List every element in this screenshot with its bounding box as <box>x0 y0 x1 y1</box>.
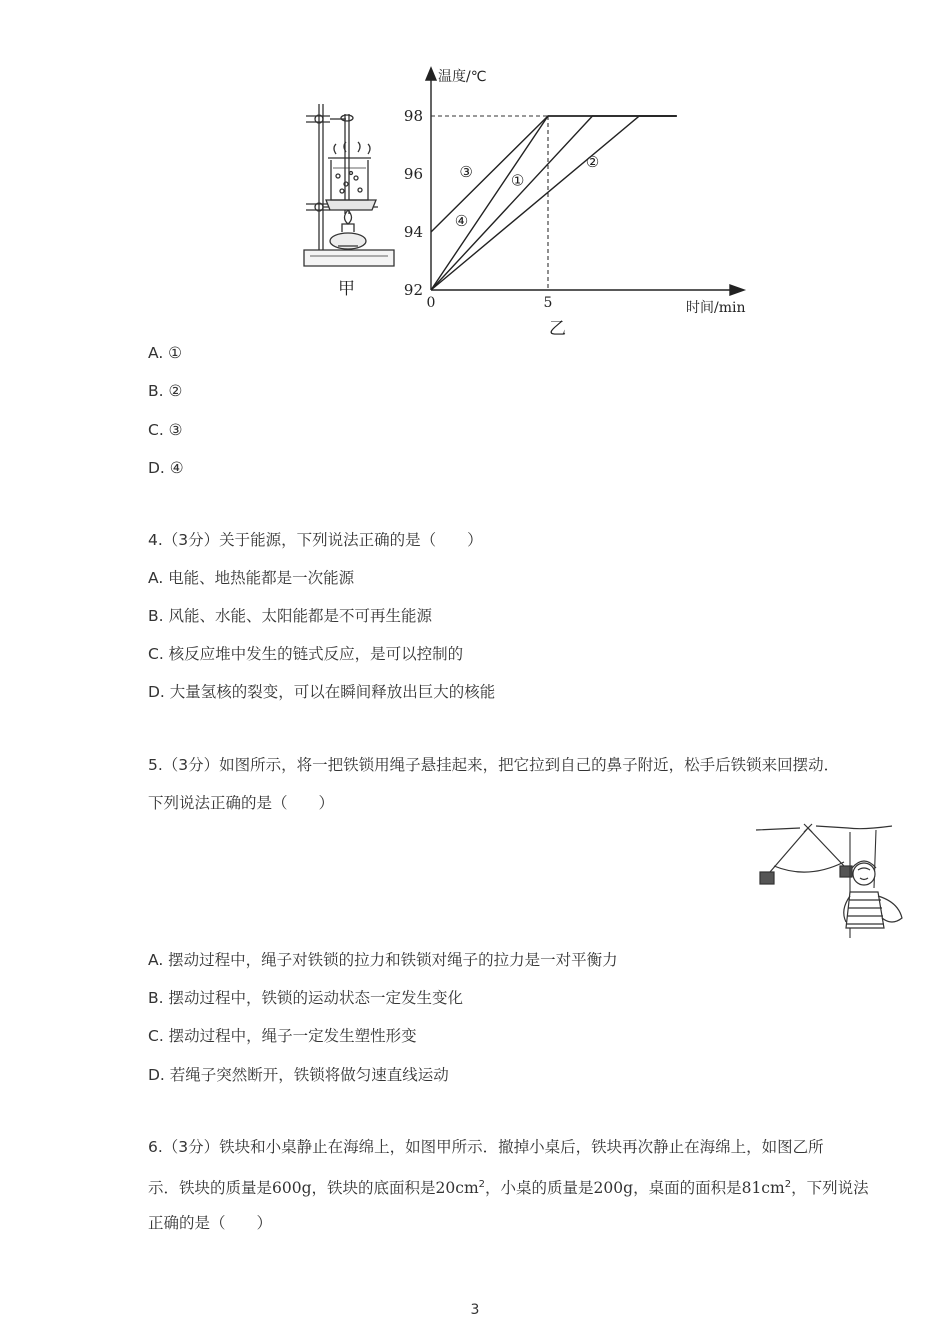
x-tick-5: 5 <box>543 295 553 311</box>
q6-mass-table: 200g <box>593 1179 634 1198</box>
q4-stem: 4.（3分）关于能源，下列说法正确的是（ ） <box>148 531 483 549</box>
y-axis-arrow <box>426 68 436 80</box>
series-label-1: ① <box>510 171 525 190</box>
series-line-1 <box>431 116 677 290</box>
q6-text-c: ，小桌的质量是 <box>485 1179 594 1198</box>
y-tick-94: 94 <box>403 223 423 241</box>
q4-option-d[interactable]: D. 大量氢核的裂变，可以在瞬间释放出巨大的核能 <box>148 683 496 701</box>
q6-stem-line1: 6.（3分）铁块和小桌静止在海绵上，如图甲所示．撤掉小桌后，铁块再次静止在海绵上，如图乙所 <box>148 1138 824 1156</box>
q6-text-d: ，桌面的面积是 <box>633 1179 742 1198</box>
q4-option-c[interactable]: C. 核反应堆中发生的链式反应，是可以控制的 <box>148 645 464 663</box>
apparatus-figure <box>298 96 403 302</box>
q5-option-c[interactable]: C. 摆动过程中，绳子一定发生塑性形变 <box>148 1027 417 1045</box>
q3-option-c[interactable]: C. ③ <box>148 421 183 439</box>
page-number: 3 <box>470 1302 480 1318</box>
temperature-chart <box>400 60 760 340</box>
q3-option-a[interactable]: A. ① <box>148 344 183 362</box>
pendulum-drawing <box>752 818 912 942</box>
q6-stem-line3: 正确的是（ ） <box>148 1214 273 1232</box>
q3-option-b[interactable]: B. ② <box>148 382 183 400</box>
apparatus-caption: 甲 <box>338 279 355 299</box>
q5-stem-line2: 下列说法正确的是（ ） <box>148 794 335 812</box>
series-label-2: ② <box>585 152 600 171</box>
q4-option-a[interactable]: A. 电能、地热能都是一次能源 <box>148 569 355 587</box>
y-tick-92: 92 <box>403 281 423 299</box>
q6-area-iron: 20cm <box>435 1179 479 1198</box>
q5-option-a[interactable]: A. 摆动过程中，绳子对铁锁的拉力和铁锁对绳子的拉力是一对平衡力 <box>148 951 618 969</box>
apparatus-drawing <box>298 96 403 302</box>
q6-area-table: 81cm <box>741 1179 785 1198</box>
q6-text-b: ，铁块的底面积是 <box>311 1179 436 1198</box>
series-line-4 <box>431 116 677 290</box>
q6-area-iron-sup: 2 <box>478 1179 486 1190</box>
q6-stem-line2 <box>148 1175 869 1198</box>
q5-option-d[interactable]: D. 若绳子突然断开，铁锁将做匀速直线运动 <box>148 1066 449 1084</box>
q6-mass-iron: 600g <box>272 1179 312 1198</box>
y-axis-label: 温度/℃ <box>438 69 487 85</box>
q4-option-b[interactable]: B. 风能、水能、太阳能都是不可再生能源 <box>148 607 432 625</box>
series-label-3: ③ <box>459 162 473 181</box>
y-tick-96: 96 <box>403 165 423 183</box>
x-tick-0: 0 <box>426 295 436 311</box>
y-tick-98: 98 <box>403 107 423 125</box>
pendulum-illustration <box>752 818 912 942</box>
q6-text-e: ，下列说法 <box>791 1179 869 1198</box>
q6-text-a: 示．铁块的质量是 <box>148 1179 273 1198</box>
series-line-2 <box>431 116 677 290</box>
chart-caption: 乙 <box>549 319 566 339</box>
series-label-4: ④ <box>454 212 469 231</box>
x-axis-label: 时间/min <box>686 300 746 316</box>
q5-option-b[interactable]: B. 摆动过程中，铁锁的运动状态一定发生变化 <box>148 989 463 1007</box>
q6-area-table-sup: 2 <box>784 1179 792 1190</box>
q3-option-d[interactable]: D. ④ <box>148 459 184 477</box>
q5-stem-line1: 5.（3分）如图所示，将一把铁锁用绳子悬挂起来，把它拉到自己的鼻子附近，松手后铁锁来回摆动． <box>148 756 840 774</box>
x-axis-arrow <box>730 285 744 295</box>
